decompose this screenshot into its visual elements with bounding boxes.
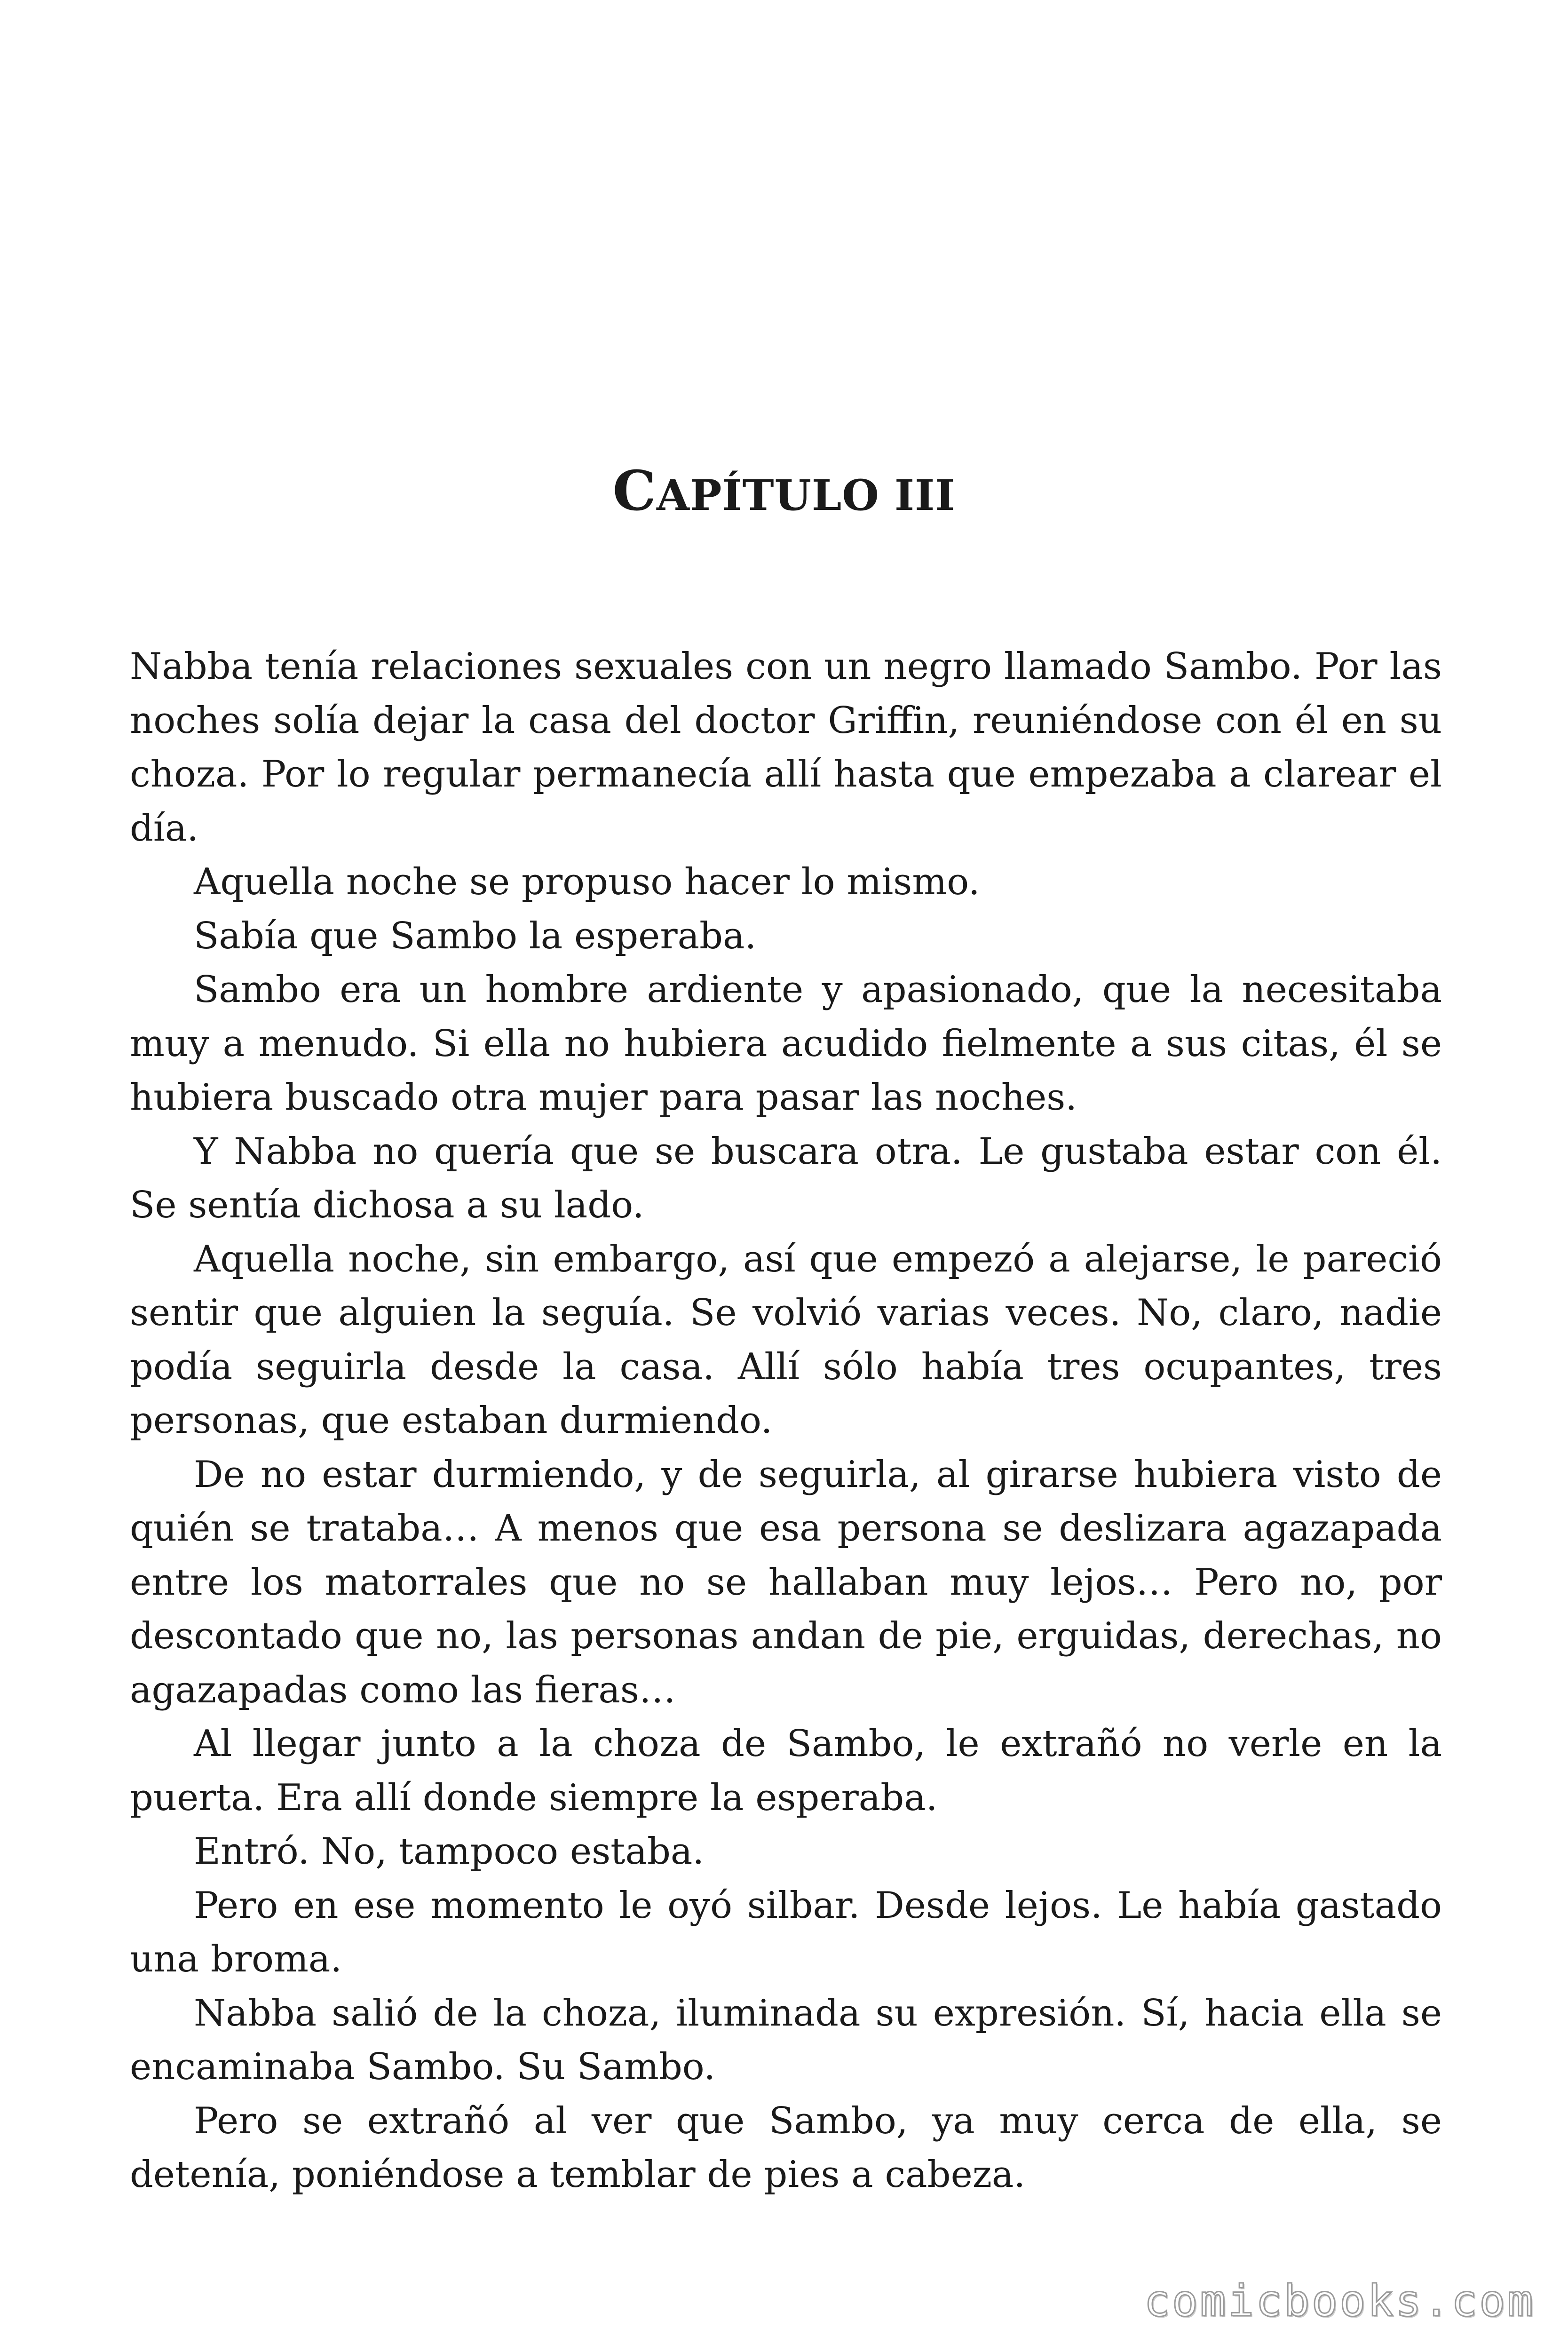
paragraph: Aquella noche se propuso hacer lo mismo.: [194, 861, 980, 903]
watermark: comicbooks.com: [1144, 2276, 1535, 2326]
chapter-body: [130, 640, 1442, 2202]
paragraph: Pero en ese momento le oyó silbar. Desde lejos. Le había gastado una broma.: [130, 1884, 1442, 1980]
chapter-title: [0, 459, 1568, 524]
paragraph: De no estar durmiendo, y de seguirla, al girarse hubiera visto de quién se trataba… A menos que esa persona se deslizara agazapada entre los matorrales que no se hallaban muy lejos… Pero no, por descontado que no, las personas andan de pie, erguidas, derechas, no agazapadas como las fieras…: [130, 1453, 1442, 1711]
paragraph: Al llegar junto a la choza de Sambo, le extrañó no verle en la puerta. Era allí donde siempre la esperaba.: [130, 1723, 1442, 1819]
paragraph: Sambo era un hombre ardiente y apasionado, que la necesitaba muy a menudo. Si ella no hubiera acudido fielmente a sus citas, él se hubiera buscado otra mujer para pasar las noches.: [130, 969, 1442, 1119]
paragraph: Sabía que Sambo la esperaba.: [194, 914, 757, 957]
paragraph: Nabba tenía relaciones sexuales con un negro llamado Sambo. Por las noches solía dejar la casa del doctor Griffin, reuniéndose con él en su choza. Por lo regular permanecía allí hasta que empezaba a clarear el día.: [130, 645, 1442, 850]
paragraph: Aquella noche, sin embargo, así que empezó a alejarse, le pareció sentir que alguien la seguía. Se volvió varias veces. No, claro, nadie podía seguirla desde la casa. Allí sólo había tres ocupantes, tres personas, que estaban durmiendo.: [130, 1238, 1442, 1442]
paragraph: Pero se extrañó al ver que Sambo, ya muy cerca de ella, se detenía, poniéndose a temblar de pies a cabeza.: [130, 2099, 1442, 2196]
paragraph: Entró. No, tampoco estaba.: [194, 1830, 705, 1873]
chapter-title-rest: APÍTULO III: [656, 470, 956, 520]
paragraph: Nabba salió de la choza, iluminada su expresión. Sí, hacia ella se encaminaba Sambo. Su Sambo.: [130, 1992, 1442, 2088]
paragraph: Y Nabba no quería que se buscara otra. Le gustaba estar con él. Se sentía dichosa a su lado.: [130, 1130, 1442, 1226]
chapter-title-initial: C: [612, 459, 657, 523]
